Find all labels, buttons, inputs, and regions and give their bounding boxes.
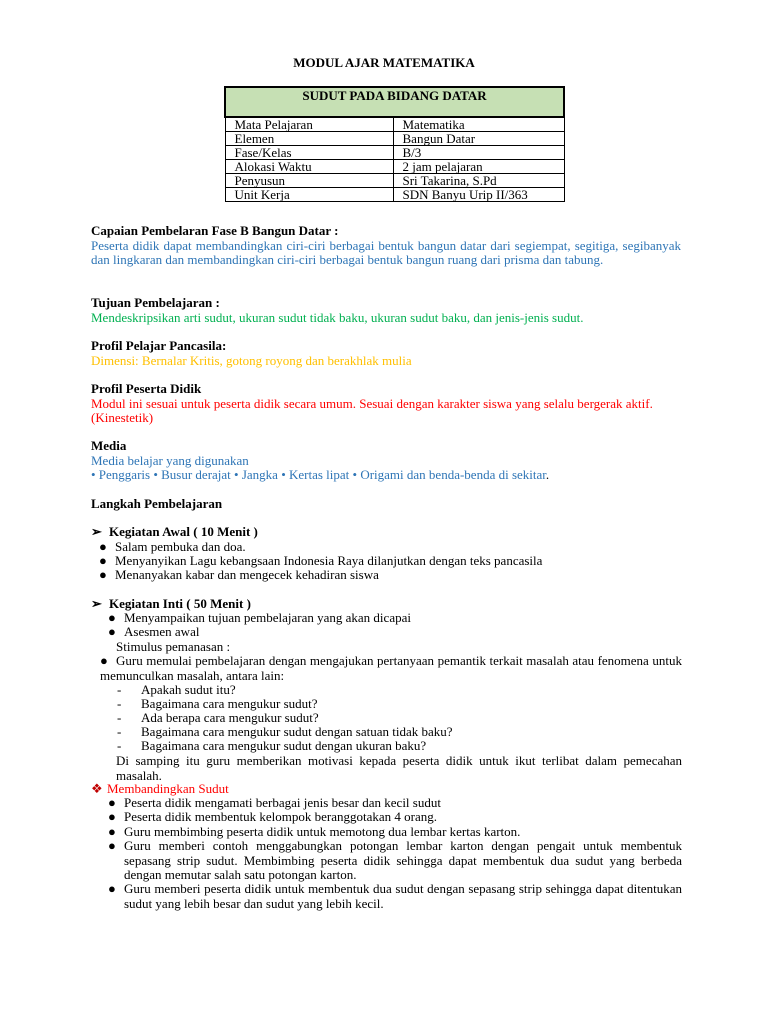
bullet-icon: ●: [99, 539, 107, 554]
table-cell-label: Unit Kerja: [225, 188, 393, 202]
list-item: [99, 568, 379, 583]
dash-bullet-icon: -: [117, 682, 122, 697]
media-section: [91, 439, 681, 483]
list-item-text: Guru memberi peserta didik untuk membentuk dua sudut dengan sepasang strip sehingga dapat ditentukan sudut yang lebih besar dan sudut yang lebih kecil.: [124, 881, 682, 911]
bullet-icon: ●: [108, 795, 116, 810]
list-item-text: Asesmen awal: [124, 624, 200, 639]
profil-pancasila-text: Dimensi: Bernalar Kritis, gotong royong dan berakhlak mulia: [91, 352, 412, 368]
question-text: Apakah sudut itu?: [141, 682, 236, 697]
awal-heading-row: [91, 525, 258, 540]
document-title: MODUL AJAR MATEMATIKA: [293, 55, 475, 70]
table-cell-value: Matematika: [393, 117, 564, 132]
table-cell-label: Elemen: [225, 132, 393, 146]
bullet-icon: ●: [100, 653, 108, 668]
list-item: [108, 839, 682, 883]
table-row: [225, 146, 564, 160]
dash-bullet-icon: -: [117, 696, 122, 711]
table-row: [225, 132, 564, 146]
table-cell-label: Fase/Kelas: [225, 146, 393, 160]
bullet-icon: ●: [108, 838, 116, 853]
bullet-icon: ●: [108, 824, 116, 839]
langkah-heading: Langkah Pembelajaran: [91, 496, 223, 511]
profil-pancasila-heading: Profil Pelajar Pancasila:: [91, 338, 227, 353]
table-cell-value: 2 jam pelajaran: [393, 160, 564, 174]
list-item-text: Salam pembuka dan doa.: [115, 539, 246, 554]
table-row: [225, 160, 564, 174]
profil-pancasila-section: [91, 339, 681, 368]
list-item-text: Menanyakan kabar dan mengecek kehadiran siswa: [115, 567, 379, 582]
tujuan-text: Mendeskripsikan arti sudut, ukuran sudut tidak baku, ukuran sudut baku, dan jenis-jenis sudut.: [91, 309, 584, 325]
bullet-icon: ●: [99, 553, 107, 568]
list-item: [108, 625, 199, 640]
table-row: [225, 117, 564, 132]
table-row: [225, 188, 564, 202]
bullet-icon: ●: [99, 567, 107, 582]
list-item-text: Guru memulai pembelajaran dengan mengajukan pertanyaan pemantik terkait masalah atau fenomena untuk memunculkan masalah, antara lain:: [100, 653, 682, 683]
media-tools-period: .: [545, 467, 550, 482]
info-table: [224, 86, 565, 202]
stimulus-label: Stimulus pemanasan :: [116, 639, 231, 654]
dash-bullet-icon: -: [117, 724, 122, 739]
list-item-text: Guru memberi contoh menggabungkan potongan lembar karton dengan pengait untuk membentuk sepasang strip sudut. Membimbing peserta didik sehingga dapat membentuk dua sudut yang berbeda dengan memutar salah satu potongan karton.: [124, 838, 682, 882]
membandingkan-heading: Membandingkan Sudut: [107, 781, 229, 796]
media-line2: [91, 468, 681, 483]
arrow-bullet-icon: ➢: [91, 524, 102, 539]
media-line1: Media belajar yang digunakan: [91, 452, 249, 468]
media-heading: Media: [91, 438, 127, 453]
arrow-bullet-icon: ➢: [91, 596, 102, 611]
bullet-icon: ●: [108, 610, 116, 625]
tujuan-heading: Tujuan Pembelajaran :: [91, 295, 220, 310]
question-text: Bagaimana cara mengukur sudut dengan ukuran baku?: [141, 738, 427, 753]
table-cell-label: Alokasi Waktu: [225, 160, 393, 174]
profil-peserta-text: Modul ini sesuai untuk peserta didik secara umum. Sesuai dengan karakter siswa yang selalu bergerak aktif.(Kinestetik): [91, 395, 653, 425]
motivasi-text: Di samping itu guru memberikan motivasi kepada peserta didik untuk ikut terlibat dalam pemecahan masalah.: [116, 753, 682, 783]
question-text: Bagaimana cara mengukur sudut?: [141, 696, 318, 711]
table-row: [225, 174, 564, 188]
inti-heading: Kegiatan Inti ( 50 Menit ): [109, 596, 251, 611]
bullet-icon: ●: [108, 809, 116, 824]
table-cell-label: Mata Pelajaran: [225, 117, 393, 132]
question-item: [117, 739, 426, 754]
diamond-bullet-icon: ❖: [91, 781, 103, 796]
list-item: [108, 810, 437, 825]
dash-bullet-icon: -: [117, 738, 122, 753]
tujuan-section: [91, 296, 681, 325]
table-cell-value: Bangun Datar: [393, 132, 564, 146]
info-table-header: SUDUT PADA BIDANG DATAR: [225, 87, 564, 117]
table-cell-value: SDN Banyu Urip II/363: [393, 188, 564, 202]
table-cell-value: Sri Takarina, S.Pd: [393, 174, 564, 188]
question-text: Bagaimana cara mengukur sudut dengan satuan tidak baku?: [141, 724, 453, 739]
bullet-icon: ●: [108, 624, 116, 639]
list-item-text: Peserta didik membentuk kelompok beranggotakan 4 orang.: [124, 809, 438, 824]
media-tools-list: • Penggaris • Busur derajat • Jangka • Kertas lipat • Origami dan benda-benda di sekitar: [91, 467, 546, 482]
question-text: Ada berapa cara mengukur sudut?: [141, 710, 319, 725]
list-item-text: Guru membimbing peserta didik untuk memotong dua lembar kertas karton.: [124, 824, 521, 839]
profil-peserta-section: [91, 382, 681, 426]
capaian-heading: Capaian Pembelaran Fase B Bangun Datar :: [91, 223, 339, 238]
capaian-section: [91, 224, 681, 268]
table-cell-label: Penyusun: [225, 174, 393, 188]
list-item-text: Menyampaikan tujuan pembelajaran yang akan dicapai: [124, 610, 411, 625]
list-item-text: Menyanyikan Lagu kebangsaan Indonesia Raya dilanjutkan dengan teks pancasila: [115, 553, 543, 568]
table-cell-value: B/3: [393, 146, 564, 160]
bullet-icon: ●: [108, 881, 116, 896]
list-item: [100, 654, 682, 683]
dash-bullet-icon: -: [117, 710, 122, 725]
capaian-text: Peserta didik dapat membandingkan ciri-ciri berbagai bentuk bangun datar dari segiempat, segitiga, segibanyak dan lingkaran dan membandingkan ciri-ciri berbagai bentuk bangun ruang dari prisma dan tabung.: [91, 237, 681, 267]
profil-peserta-heading: Profil Peserta Didik: [91, 381, 202, 396]
list-item-text: Peserta didik mengamati berbagai jenis besar dan kecil sudut: [124, 795, 441, 810]
awal-heading: Kegiatan Awal ( 10 Menit ): [109, 524, 258, 539]
list-item: [108, 882, 682, 911]
